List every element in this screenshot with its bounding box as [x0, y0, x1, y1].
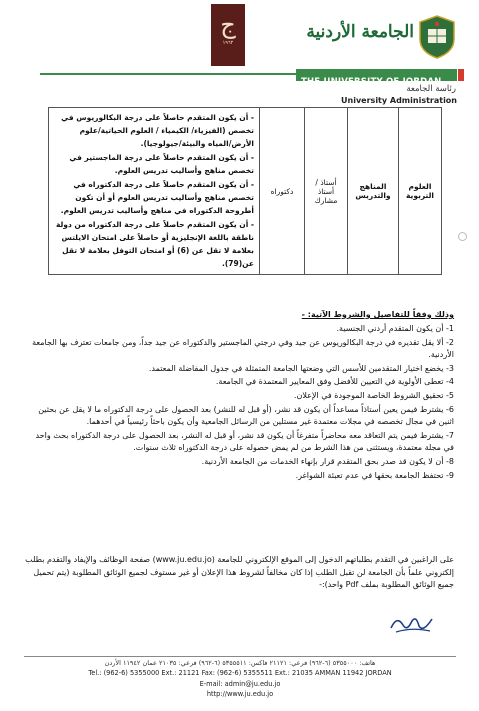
university-name-arabic: الجامعة الأردنية	[306, 22, 414, 42]
list-item: 3- يخضع اختيار المتقدمين للأسس التي وضعتها الجامعة المتمثلة في جدول المفاضلة المعتمد.	[148, 363, 454, 373]
list-item: 8- أن لا يكون قد صدر بحق المتقدم قرار بإنهاء الخدمات من الجامعة الأردنية.	[201, 456, 454, 466]
position-requirements-table	[48, 107, 442, 275]
footer-contact-arabic: هاتف: ٥٣٥٥٠٠٠ (٦-٩٦٢) فرعي: ٢١١٢١ فاكس: ٥٣٥٥٥١١ (٦-٩٦٢) فرعي: ٢١٠٣٥ عمان ١١٩٤٢ الأردن	[104, 659, 376, 667]
administration-english: University Administration	[341, 96, 457, 105]
banner-accent	[458, 69, 464, 81]
university-name-english: THE UNIVERSITY OF JORDAN	[301, 77, 442, 87]
table-condition: - أن يكون المتقدم حاصلاً على درجة الدكتوراه من دولة ناطقة باللغة الإنجليزية أو حاصلاً على امتحان الايلتس بعلامة لا تقل عن (6) أو امتحان التوفل بعلامة لا تقل عن(79).	[55, 220, 254, 268]
table-condition: - أن يكون المتقدم حاصلاً على درجة الماجستير في تخصص مناهج وأساليب تدريس العلوم.	[69, 153, 254, 175]
footer-divider	[24, 656, 456, 657]
administration-arabic: رئاسة الجامعة	[406, 84, 456, 94]
footer-website: http://www.ju.edu.jo	[206, 690, 274, 698]
field-cell: العلوم التربوية	[399, 108, 442, 275]
table-condition: - أن يكون المتقدم حاصلاً على درجة البكالوريوس في تخصص (الفيزياء/ الكيمياء / العلوم الحياتية/علوم الأرض/المياه والبيئة/جيولوجيا).	[61, 113, 254, 148]
list-item: 4- تعطى الأولوية في التعيين للأفضل وفق المعايير المعتمدة في الجامعة.	[215, 377, 454, 387]
footer-email: E-mail: admin@ju.edu.jo	[199, 680, 281, 688]
conditions-list	[24, 323, 454, 483]
list-item: 1- أن يكون المتقدم أردني الجنسية.	[336, 324, 454, 333]
university-crest-icon	[418, 15, 456, 59]
conditions-cell	[49, 108, 260, 275]
specialization-cell: المناهج والتدريس	[348, 108, 399, 275]
list-item: 5- تحقيق الشروط الخاصة الموجودة في الإعلان.	[293, 390, 454, 400]
list-item: 9- تحتفظ الجامعة بحقها في عدم تعبئة الشواغر.	[295, 470, 454, 480]
table-row	[49, 108, 442, 275]
emblem-caption: ١٩٦٢	[222, 40, 234, 46]
application-instructions: على الراغبين في التقدم بطلباتهم الدخول إلى الموقع الإلكتروني للجامعة (www.ju.edu.jo) صفحة الوظائف والإيفاد والتقدم بطلب إلكتروني علماً بأن الجامعة لن تقبل الطلب إذا كان مخالفاً لشروط هذا الإعلان أو غير مستوف لجميع الوثائق المطلوبة (يتم تحميل جميع الوثائق المطلوبة بملف Pdf واحد):-	[25, 555, 454, 590]
emblem-glyph: ج	[220, 11, 236, 39]
conditions-intro: وذلك وفقاً للتفاصيل والشروط الآتية: -	[301, 310, 454, 319]
footer-contact-english: Tel.: (962-6) 5355000 Ext.: 21121 Fax: (962-6) 5355511 Ext.: 21035 AMMAN 11942 JORDAN	[88, 669, 392, 677]
list-item: 7- يشترط فيمن يتم التعاقد معه محاضراً متفرغاً أن يكون قد نشر، أو قبل له النشر، بعد الحصول على درجة الدكتوراه بحث واحد في مجلة معتمدة، ويستثنى من هذا الشرط من لم يمض حصوله على درجة الدكتوراه ثلاث سنوات.	[35, 430, 454, 453]
table-condition: - أن يكون المتقدم حاصلاً على درجة الدكتوراه في تخصص مناهج وأساليب تدريس العلوم أو أن تكون أطروحة الدكتوراه في مناهج وأساليب تدريس العلوم.	[60, 180, 254, 215]
header-divider	[40, 73, 296, 75]
emblem-logo	[211, 4, 245, 66]
university-name-banner	[296, 69, 457, 87]
list-item: 2- ألا يقل تقديره في درجة البكالوريوس عن جيد وفي درجتي الماجستير والدكتوراه عن جيد جداً، ومن جامعات تعترف بها الجامعة الأردنية.	[32, 337, 454, 360]
hole-punch-mark	[458, 232, 467, 241]
signature-icon	[388, 612, 436, 636]
list-item: 6- يشترط فيمن يعين أستاذاً مساعداً أن يكون قد نشر، (أو قبل له للنشر) بعد الحصول على درجة الدكتوراه ما لا يقل عن بحثين اثنين في مجال تخصصه في مجلات معتمدة غير مستلين من الرسائل الجامعية وأن يكون باحثاً رئيسياً في أحدهما.	[38, 404, 454, 427]
degree-cell: دكتوراه	[260, 108, 305, 275]
rank-cell: أستاذ / أستاذ مشارك	[305, 108, 348, 275]
